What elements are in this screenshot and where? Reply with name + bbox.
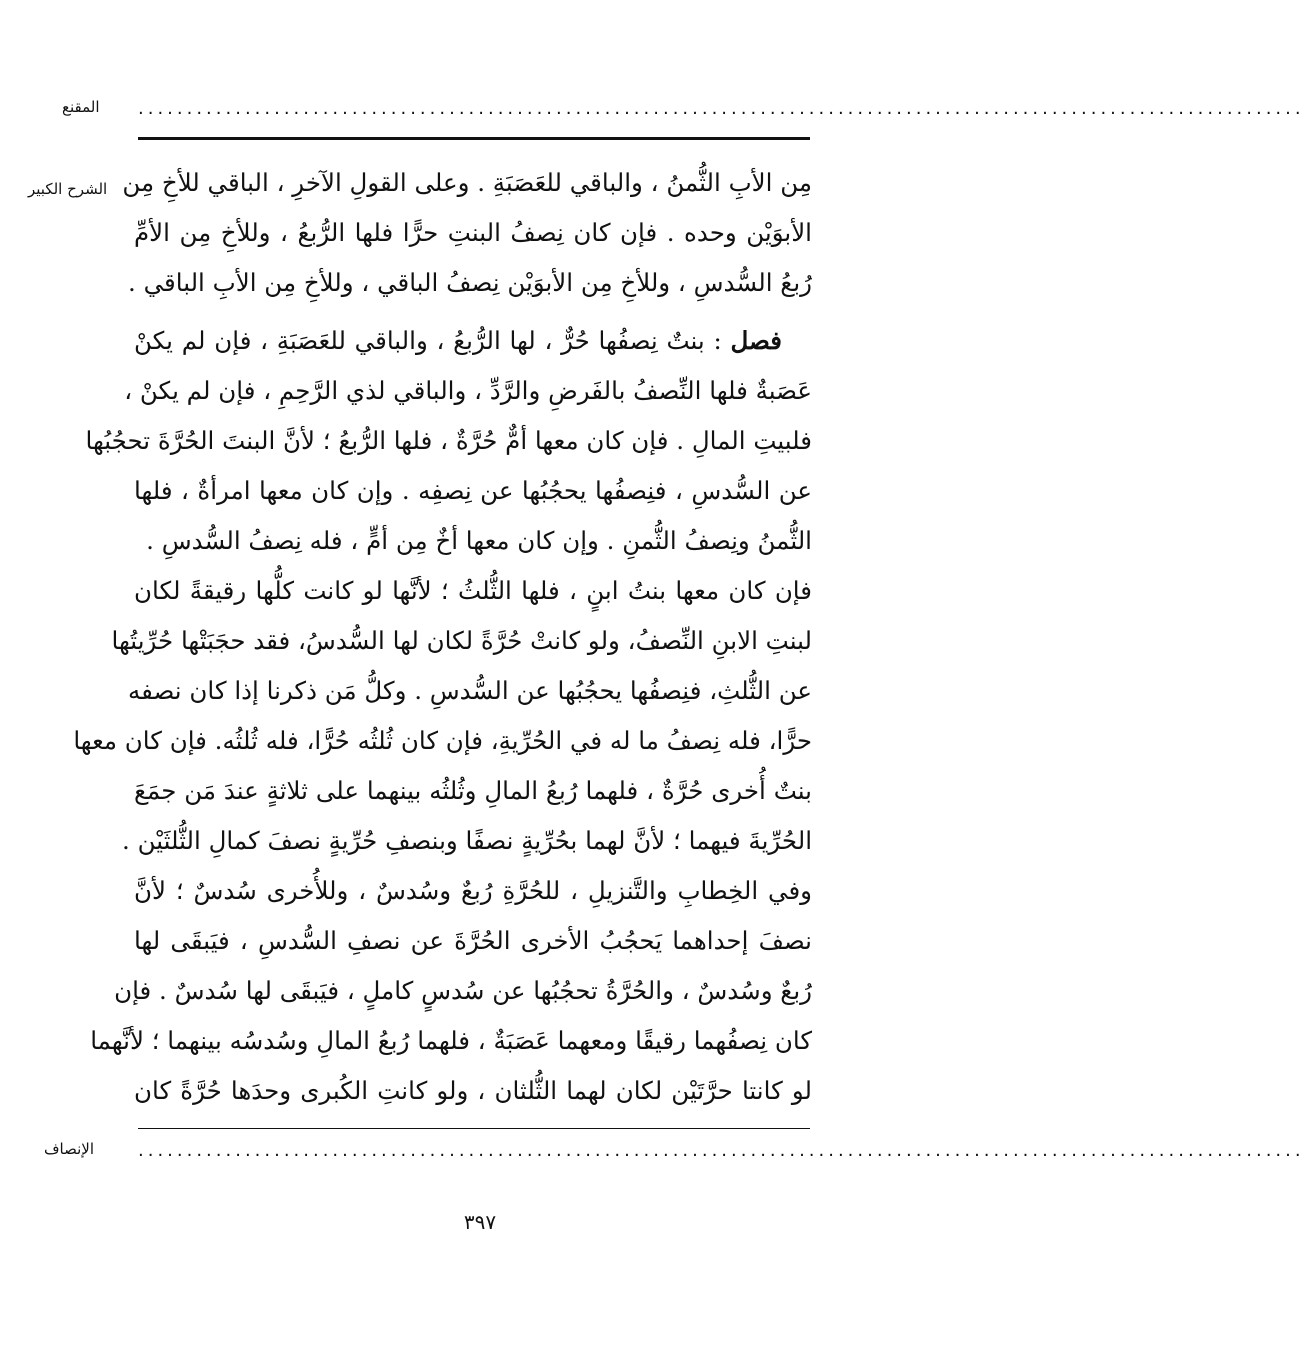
text-line: عن الثُّلثِ، فنِصفُها يحجُبُها عن السُّدسِ . وكلُّ مَن ذكرنا إذا كان نصفه	[128, 676, 812, 705]
text-line: حرًّا، فله نِصفُ ما له في الحُرِّيةِ، فإن كان ثُلثُه حُرًّا، فله ثُلثُه. فإن كان معها	[73, 726, 812, 755]
paragraph-2	[73, 316, 812, 1116]
text-line: رُبعٌ وسُدسٌ ، والحُرَّةُ تحجُبُها عن سُدسٍ كاملٍ ، فيَبقَى لها سُدسٌ . فإن	[114, 976, 812, 1005]
text-line: رُبعُ السُّدسِ ، وللأخِ مِن الأبوَيْن نِصفُ الباقي ، وللأخِ مِن الأبِ الباقي .	[128, 268, 812, 297]
text-line: لو كانتا حرَّتَيْن لكان لهما الثُّلثان ، ولو كانتِ الكُبرى وحدَها حُرَّةً كان	[134, 1076, 812, 1105]
text-line: وفي الخِطابِ والتَّنزيلِ ، للحُرَّةِ رُبعٌ وسُدسٌ ، وللأُخرى سُدسٌ ؛ لأنَّ	[134, 876, 812, 905]
text-line: الأبوَيْن وحده . فإن كان نِصفُ البنتِ حرًّا فلها الرُّبعُ ، وللأخِ مِن الأمِّ	[134, 218, 812, 247]
body-text	[73, 158, 812, 1116]
text-line: بنتٌ أُخرى حُرَّةٌ ، فلهما رُبعُ المالِ وثُلثُه بينهما على ثلاثةٍ عندَ مَن جمَعَ	[134, 776, 812, 805]
footer-rule	[138, 1128, 810, 1129]
paragraph-1	[122, 158, 812, 308]
header-dotted-line: ........................................................................................................................	[138, 98, 1305, 119]
text-line	[134, 316, 812, 366]
section-heading: فصل	[730, 326, 782, 355]
text-line: فإن كان معها بنتُ ابنٍ ، فلها الثُّلثُ ؛ لأنَّها لو كانت كلُّها رقيقةً لكان	[134, 576, 812, 605]
text-line: عَصَبةٌ فلها النِّصفُ بالفَرضِ والرَّدِّ ، والباقي لذي الرَّحِمِ ، فإن لم يكنْ ،	[124, 376, 812, 405]
text-line: مِن الأبِ الثُّمنُ ، والباقي للعَصَبَةِ . وعلى القولِ الآخرِ ، الباقي للأخِ مِن	[122, 168, 812, 197]
margin-label-insaf: الإنصاف	[44, 1140, 95, 1158]
margin-label-sharh: الشرح الكبير	[28, 180, 108, 198]
text-line: فلبيتِ المالِ . فإن كان معها أمٌّ حُرَّةٌ ، فلها الرُّبعُ ؛ لأنَّ البنتَ الحُرَّةَ تحجُبُها	[85, 426, 812, 455]
text-line: عن السُّدسِ ، فنِصفُها يحجُبُها عن نِصفِه . وإن كان معها امرأةٌ ، فلها	[134, 476, 812, 505]
text-line: الحُرِّيةَ فيهما ؛ لأنَّ لهما بحُرِّيةٍ نصفًا وبنصفِ حُرِّيةٍ نصفَ كمالِ الثُّلثَيْن .	[122, 826, 812, 855]
text-line: نصفَ إحداهما يَحجُبُ الأخرى الحُرَّةَ عن نصفِ السُّدسِ ، فيَبقَى لها	[134, 926, 812, 955]
header-label: المقنع	[62, 98, 100, 116]
footer-dotted-line: ........................................................................................................................	[138, 1140, 1305, 1161]
text-line: لبنتِ الابنِ النِّصفُ، ولو كانتْ حُرَّةً لكان لها السُّدسُ، فقد حجَبَتْها حُرِّيتُها	[111, 626, 812, 655]
section-first-line: : بنتٌ نِصفُها حُرٌّ ، لها الرُّبعُ ، والباقي للعَصَبَةِ ، فإن لم يكنْ	[134, 326, 722, 355]
header-rule	[138, 137, 810, 140]
page-number: ٣٩٧	[463, 1210, 497, 1234]
text-line: كان نِصفُهما رقيقًا ومعهما عَصَبَةٌ ، فلهما رُبعُ المالِ وسُدسُه بينهما ؛ لأنَّهما	[90, 1026, 812, 1055]
text-line: الثُّمنُ ونِصفُ الثُّمنِ . وإن كان معها أخٌ مِن أمٍّ ، فله نِصفُ السُّدسِ .	[146, 526, 812, 555]
